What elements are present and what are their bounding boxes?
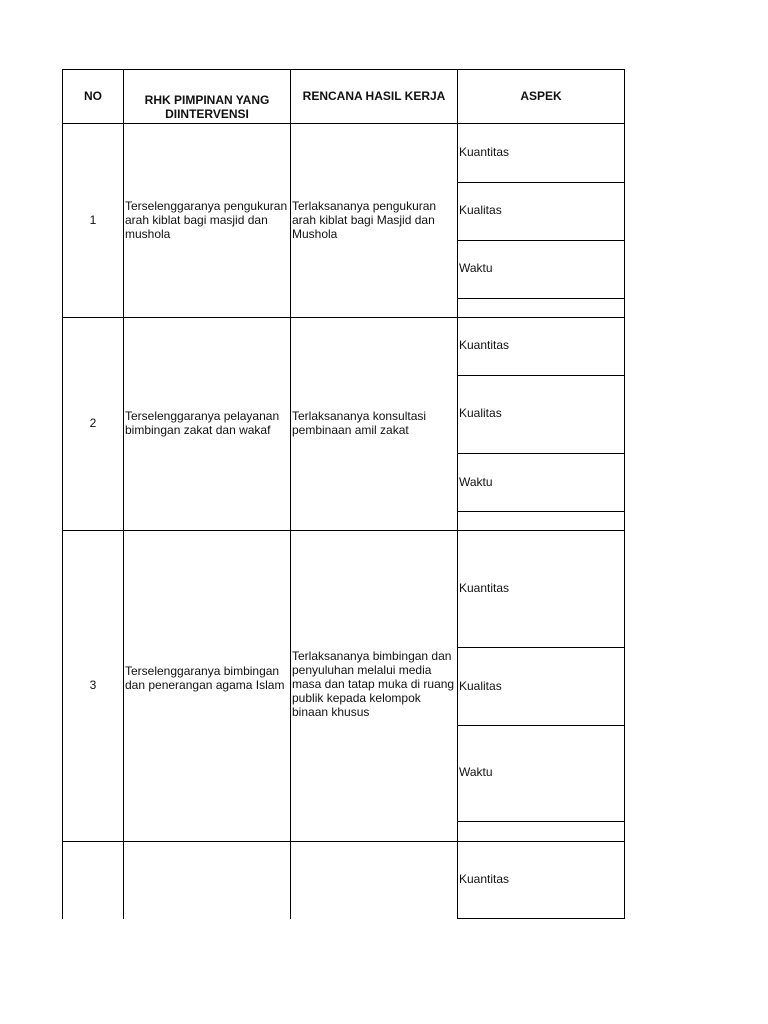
grid-line [457,918,625,919]
row-rhk: Terselenggaranya pelayanan bimbingan zakat dan wakaf [125,409,280,437]
grid-line [457,821,625,822]
row-rencana: Terlaksananya bimbingan dan penyuluhan melalui media masa dan tatap muka di ruang publik kepada kelompok binaan khusus [292,649,455,719]
row-rhk: Terselenggaranya bimbingan dan penerangan agama Islam [125,664,285,692]
row-no: 3 [89,678,97,692]
row-no: 2 [89,416,97,430]
grid-line [457,647,625,648]
aspek-waktu: Waktu [459,475,493,489]
row-no: 1 [89,213,97,227]
grid-line [457,453,625,454]
grid-line [457,725,625,726]
grid-line [62,69,63,919]
header-no: NO [84,89,102,103]
grid-line [62,317,625,318]
aspek-kuantitas: Kuantitas [459,872,510,886]
aspek-kuantitas: Kuantitas [459,338,510,352]
header-rencana: RENCANA HASIL KERJA [302,89,446,103]
aspek-kualitas: Kualitas [459,406,502,420]
grid-line [457,69,458,919]
grid-line [123,69,124,919]
grid-line [62,123,625,124]
row-rhk: Terselenggaranya pengukuran arah kiblat bagi masjid dan mushola [125,199,288,241]
grid-line [457,182,625,183]
grid-line [457,375,625,376]
grid-line [624,69,625,919]
aspek-waktu: Waktu [459,765,493,779]
aspek-kuantitas: Kuantitas [459,145,510,159]
grid-line [457,298,625,299]
aspek-waktu: Waktu [459,261,493,275]
grid-line [457,511,625,512]
grid-line [457,240,625,241]
aspek-kualitas: Kualitas [459,203,502,217]
grid-line [62,841,625,842]
aspek-kuantitas: Kuantitas [459,581,510,595]
aspek-kualitas: Kualitas [459,679,502,693]
header-aspek: ASPEK [520,89,562,103]
grid-line [62,69,625,70]
grid-line [62,530,625,531]
row-rencana: Terlaksananya pengukuran arah kiblat bagi Masjid dan Mushola [292,199,437,241]
header-rhk: RHK PIMPINAN YANG DIINTERVENSI [144,93,270,121]
grid-line [290,69,291,919]
row-rencana: Terlaksananya konsultasi pembinaan amil zakat [292,409,427,437]
